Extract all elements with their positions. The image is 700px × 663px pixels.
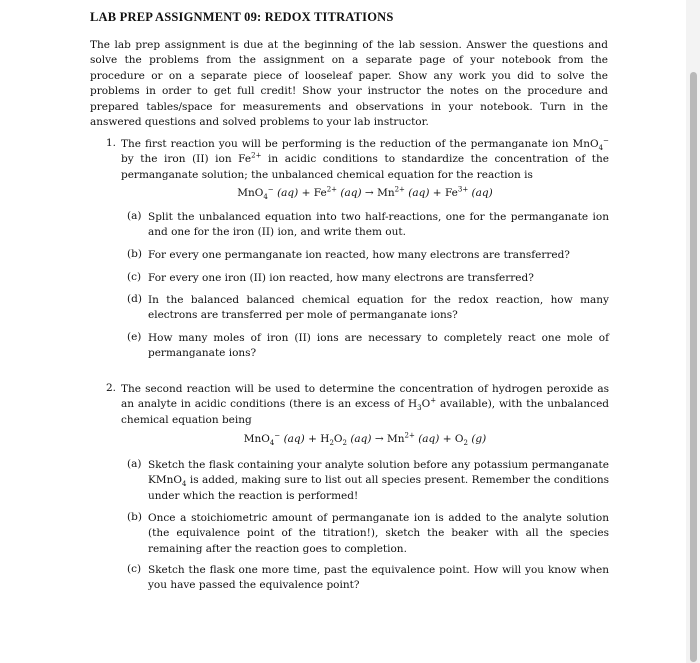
scrollbar-track[interactable] <box>686 0 700 663</box>
q1a-text: Split the unbalanced equation into two half-reactions, one for the permanganate ion and one for the iron (II) ion, and write them out. <box>148 211 609 239</box>
q2a-label: (a) <box>127 458 142 470</box>
q1b-label: (b) <box>127 248 142 260</box>
q1d-label: (d) <box>127 293 142 305</box>
q1-equation: MnO$_4$− $(aq) + Fe^{2+}$ $(aq) \to Mn^{2+}$ $(aq) + Fe^{3+}$ (aq) <box>237 185 493 202</box>
q2-text: The second reaction will be used to determine the concentration of hydrogen peroxide as an analyte in acidic conditions (there is an excess of $H_3O^+$ available), with the unbalanced chemical equation being <box>121 383 610 426</box>
q2c-label: (c) <box>127 563 142 575</box>
q1e-text: How many moles of iron (II) ions are necessary to completely react one mole of permanganate ions? <box>148 332 609 360</box>
scrollbar-thumb[interactable] <box>690 72 697 662</box>
q2b-label: (b) <box>127 511 142 523</box>
q2-equation: MnO$_4$− $(aq) + H_2O_2$ $(aq) \to Mn^{2+}$ $(aq) + O_2$ (g) <box>243 431 487 448</box>
q2a-text: Sketch the flask containing your analyte solution before any potassium permanganate KMnO$_4$ is added, making sure to list out all species present. Remember the conditions under which the reaction is performed! <box>148 459 609 502</box>
q1a-label: (a) <box>127 210 142 222</box>
q1-text: The first reaction you will be performing is the reduction of the permanganate ion MnO$_4$− by the iron (II) ion $Fe^{2+}$ in acidic conditions to standardize the concentration of the permanganate solution; the unbalanced chemical equation for the reaction is <box>121 136 610 181</box>
q2c-text: Sketch the flask one more time, past the equivalence point. How will you know when you have passed the equivalence point? <box>148 564 609 592</box>
q1-number: 1. <box>106 137 117 149</box>
page-title: LAB PREP ASSIGNMENT 09: REDOX TITRATIONS <box>90 10 394 24</box>
q1d-text: In the balanced balanced chemical equation for the redox reaction, how many electrons are transferred per mole of permanganate ions? <box>148 294 609 322</box>
q1b-text: For every one permanganate ion reacted, how many electrons are transferred? <box>148 249 570 261</box>
q1c-label: (c) <box>127 271 142 283</box>
q1e-label: (e) <box>127 331 142 343</box>
q1c-text: For every one iron (II) ion reacted, how many electrons are transferred? <box>148 272 534 284</box>
q2-number: 2. <box>106 382 117 394</box>
q2b-text: Once a stoichiometric amount of permanganate ion is added to the analyte solution (the equivalence point of the titration!), sketch the beaker with all the species remaining after the reaction goes to completion. <box>148 512 609 555</box>
intro-paragraph: The lab prep assignment is due at the beginning of the lab session. Answer the questions and solve the problems from the assignment on a separate page of your notebook from the procedure or on a separate piece of looseleaf paper. Show any work you did to solve the problems in order to get full credit! Show your instructor the notes on the procedure and prepared tables/space for measurements and observations in your notebook. Turn in the answered questions and solved problems to your lab instructor. <box>90 39 608 129</box>
